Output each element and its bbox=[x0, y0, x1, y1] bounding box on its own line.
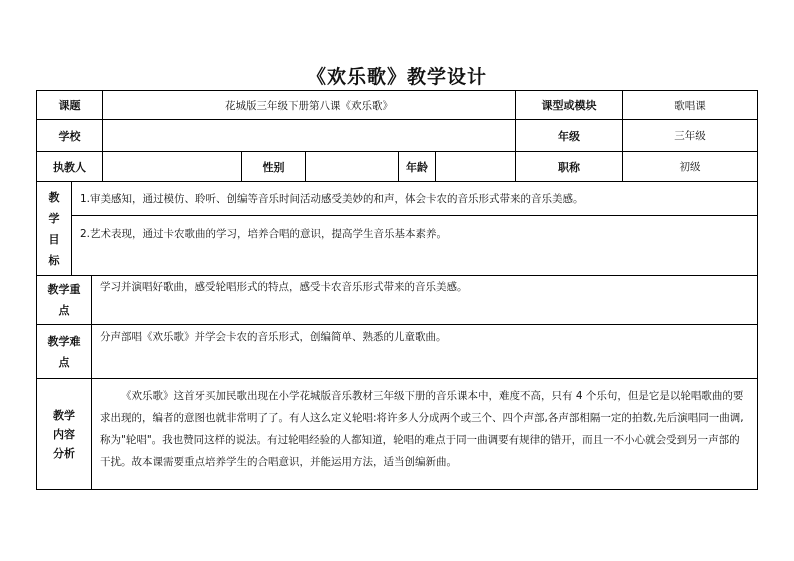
lesson-plan-table bbox=[36, 90, 758, 490]
teacher-label: 执教人 bbox=[37, 152, 103, 182]
course-label: 课题 bbox=[37, 91, 103, 120]
page-title: 《欢乐歌》教学设计 bbox=[306, 66, 487, 88]
analysis-label-line: 内容 bbox=[53, 427, 75, 441]
difficulties-label-line: 点 bbox=[58, 355, 70, 369]
gender-label: 性别 bbox=[242, 152, 306, 182]
key-points-text: 学习并演唱好歌曲，感受轮唱形式的特点，感受卡农音乐形式带来的音乐美感。 bbox=[92, 276, 757, 325]
difficulties-label-line: 教学难 bbox=[47, 334, 81, 348]
school-value bbox=[103, 120, 516, 152]
rank-label: 职称 bbox=[516, 152, 623, 182]
difficulties-label bbox=[37, 325, 92, 379]
key-points-label-line: 教学重 bbox=[47, 283, 81, 296]
goals-label-char: 目 bbox=[48, 232, 60, 246]
type-value: 歌唱课 bbox=[623, 91, 757, 120]
goals-label-char: 标 bbox=[48, 253, 60, 267]
age-value bbox=[436, 152, 516, 182]
gender-value bbox=[306, 152, 399, 182]
goal-item-2: 2.艺术表现，通过卡农歌曲的学习，培养合唱的意识，提高学生音乐基本素养。 bbox=[72, 216, 757, 276]
rank-value: 初级 bbox=[623, 152, 757, 182]
goal-item-1: 1.审美感知，通过模仿、聆听、创编等音乐时间活动感受美妙的和声，体会卡农的音乐形式带来的音乐美感。 bbox=[72, 182, 757, 216]
grade-value: 三年级 bbox=[623, 120, 757, 152]
analysis-text: 《欢乐歌》这首牙买加民歌出现在小学花城版音乐教材三年级下册的音乐课本中，难度不高，只有 4 个乐句，但是它是以轮唱歌曲的要求出现的，编者的意图也就非常明了了。有人这么定义轮唱:将许多人分成两个或三个、四个声部,各声部相隔一定的拍数,先后演唱同一曲调,称为"轮唱"。我也赞同这样的说法。有过轮唱经验的人都知道，轮唱的难点于同一曲调要有规律的错开，而且一不小心就会受到另一声部的干扰。故本课需要重点培养学生的合唱意识，并能运用方法，适当创编新曲。 bbox=[100, 390, 744, 468]
goals-label-char: 学 bbox=[48, 211, 60, 225]
key-points-label bbox=[37, 276, 92, 325]
grade-label: 年级 bbox=[516, 120, 623, 152]
teacher-value bbox=[103, 152, 242, 182]
type-label: 课型或模块 bbox=[516, 91, 623, 120]
analysis-label bbox=[37, 379, 92, 489]
goals-label bbox=[37, 182, 72, 276]
difficulties-text: 分声部唱《欢乐歌》并学会卡农的音乐形式，创编简单、熟悉的儿童歌曲。 bbox=[92, 325, 757, 379]
key-points-label-line: 点 bbox=[58, 304, 70, 317]
school-label: 学校 bbox=[37, 120, 103, 152]
age-label: 年龄 bbox=[399, 152, 436, 182]
analysis-label-line: 分析 bbox=[53, 446, 75, 460]
analysis-label-line: 教学 bbox=[53, 408, 75, 422]
goals-label-char: 教 bbox=[48, 190, 60, 204]
course-value: 花城版三年级下册第八课《欢乐歌》 bbox=[103, 91, 516, 120]
